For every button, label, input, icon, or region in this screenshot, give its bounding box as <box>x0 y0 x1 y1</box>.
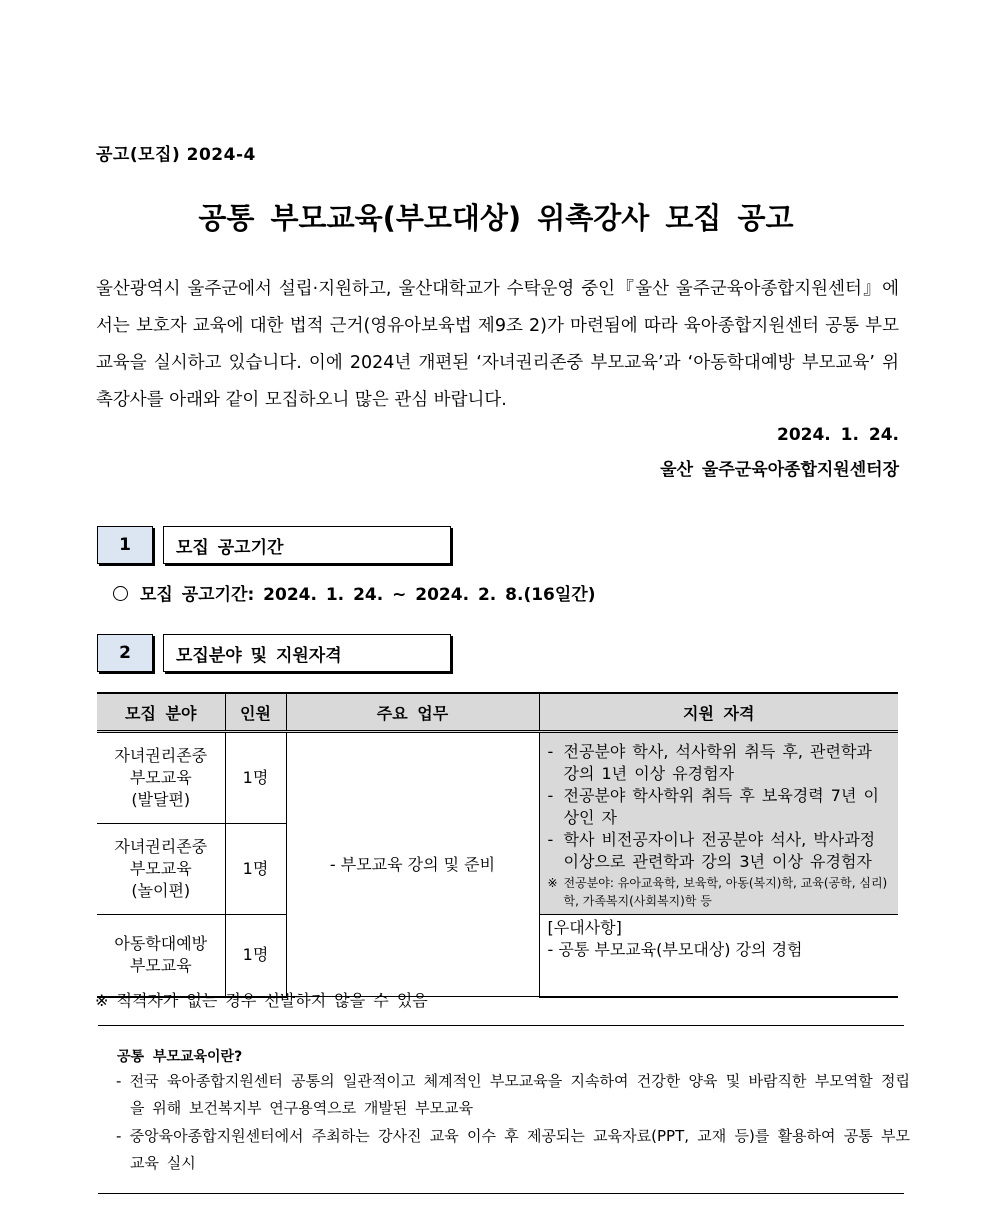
field-line: 부모교육 <box>129 767 192 787</box>
field-cell <box>97 915 225 997</box>
intro-paragraph <box>96 271 899 419</box>
field-line: 부모교육 <box>129 858 192 878</box>
field-line: (발달편) <box>131 789 191 809</box>
count-cell: 1명 <box>225 915 286 997</box>
preference-title: [우대사항] <box>547 918 622 937</box>
section-2-title: 모집분야 및 지원자격 <box>163 634 451 672</box>
notice-date: 2024. 1. 24. <box>776 425 899 445</box>
info-item: - 전국 육아종합지원센터 공통의 일관적이고 체계적인 부모교육을 지속하여 건강한 양육 및 바람직한 부모역할 정립을 위해 보건복지부 연구용역으로 개발된 부모교육 <box>116 1072 910 1117</box>
field-line: 부모교육 <box>129 956 192 976</box>
count-cell: 1명 <box>225 823 286 915</box>
recruit-period <box>113 580 595 605</box>
field-line: 아동학대예방 <box>114 934 208 954</box>
info-heading: 공통 부모교육이란? <box>117 1049 243 1065</box>
field-cell <box>97 823 225 915</box>
circle-bullet-icon <box>113 586 128 601</box>
header-duty: 주요 업무 <box>286 693 539 732</box>
header-field: 모집 분야 <box>97 693 225 732</box>
qualification-note: ※ 전공분야: 유아교육학, 보육학, 아동(복지)학, 교육(공학, 심리)학, 가족복지(사회복지)학 등 <box>547 876 888 908</box>
qualification-item: - 전공분야 학사학위 취득 후 보육경력 7년 이상인 자 <box>547 786 879 827</box>
section-1-number: 1 <box>97 526 153 564</box>
preference-cell <box>539 915 898 997</box>
page-title: 공통 부모교육(부모대상) 위촉강사 모집 공고 <box>198 201 794 235</box>
issuer-name: 울산 울주군육아종합지원센터장 <box>660 460 899 480</box>
footnote: ※ 적격자가 없는 경우 선발하지 않을 수 있음 <box>95 991 428 1010</box>
qualification-item: - 전공분야 학사, 석사학위 취득 후, 관련학과 강의 1년 이상 유경험자 <box>547 742 872 783</box>
recruit-period-text: 모집 공고기간: 2024. 1. 24. ~ 2024. 2. 8.(16일간) <box>140 585 596 605</box>
info-item: - 중앙육아종합지원센터에서 주최하는 강사진 교육 이수 후 제공되는 교육자료(PPT, 교재 등)를 활용하여 공통 부모교육 실시 <box>116 1127 910 1172</box>
notice-number: 공고(모집) 2024-4 <box>96 145 256 165</box>
header-qualification: 지원 자격 <box>539 693 898 732</box>
section-1-title: 모집 공고기간 <box>163 526 451 564</box>
intro-text: 울산광역시 울주군에서 설립·지원하고, 울산대학교가 수탁운영 중인『울산 울주군육아종합지원센터』에서는 보호자 교육에 대한 법적 근거(영유아보육법 제9조 2)가 마련됨에 따라 육아종합지원센터 공통 부모교육을 실시하고 있습니다. 이에 2024년 개편된 ‘자녀권리존중 부모교육’과 ‘아동학대예방 부모교육’ 위촉강사를 아래와 같이 모집하오니 많은 관심 바랍니다. <box>96 279 899 410</box>
table-row <box>97 732 898 824</box>
divider-bottom <box>98 1193 904 1194</box>
qualification-cell <box>539 732 898 915</box>
count-cell: 1명 <box>225 732 286 824</box>
section-2-number: 2 <box>97 634 153 672</box>
field-cell <box>97 732 225 824</box>
duty-cell: - 부모교육 강의 및 준비 <box>286 732 539 997</box>
qualification-item: - 학사 비전공자이나 전공분야 석사, 박사과정 이상으로 관련학과 강의 3년 이상 유경험자 <box>547 830 876 871</box>
recruit-table <box>97 692 898 998</box>
preference-item: - 공통 부모교육(부모대상) 강의 경험 <box>547 940 803 959</box>
divider-top <box>98 1025 904 1026</box>
field-line: 자녀권리존중 <box>114 836 208 856</box>
field-line: (놀이편) <box>131 880 191 900</box>
header-count: 인원 <box>225 693 286 732</box>
table-header-row <box>97 693 898 732</box>
field-line: 자녀권리존중 <box>114 745 208 765</box>
